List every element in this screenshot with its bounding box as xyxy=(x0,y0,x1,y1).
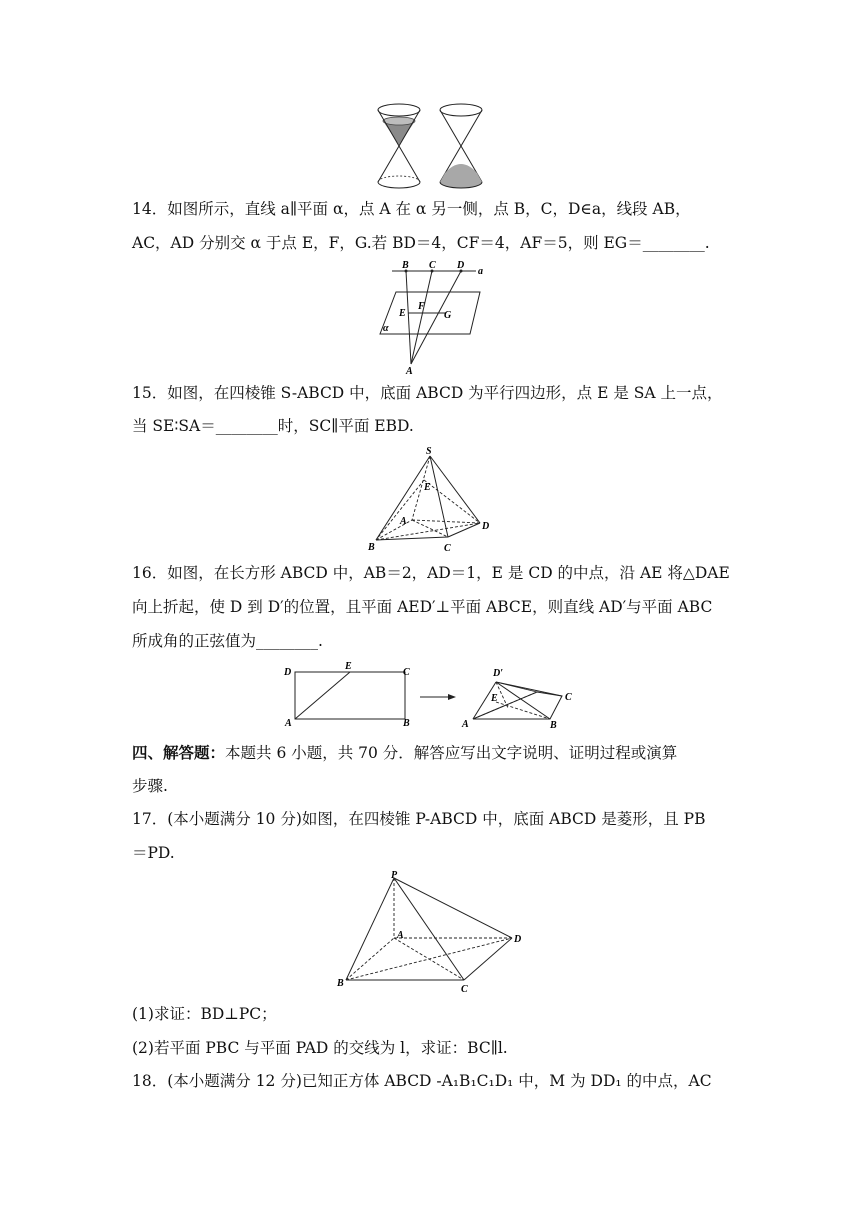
q17-label-A: A xyxy=(397,930,404,941)
q16-label-Dprime: D′ xyxy=(493,668,504,679)
q16-label-A2: A xyxy=(462,719,469,730)
q17-label-C: C xyxy=(461,984,468,995)
q17-label-P: P xyxy=(391,870,398,881)
section-4-line-2: 步骤. xyxy=(132,777,168,795)
q16-label-E2: E xyxy=(491,693,498,704)
q16-line-2: 向上折起，使 D 到 D′的位置，且平面 AED′⊥平面 ABCE，则直线 AD′与平面 ABC xyxy=(132,598,713,616)
q15-label-E: E xyxy=(424,482,431,493)
q17-label-B: B xyxy=(337,978,344,989)
q16-label-A: A xyxy=(285,718,292,729)
q15-label-S: S xyxy=(426,446,432,457)
section-4-line-1 xyxy=(132,743,732,763)
q15-line-2: 当 SE∶SA＝________时，SC∥平面 EBD. xyxy=(132,417,414,435)
q14-label-E: E xyxy=(399,308,406,319)
q14-line-1: 14．如图所示，直线 a∥平面 α，点 A 在 α 另一侧，点 B，C，D∈a，线段 AB， xyxy=(132,200,691,218)
q15-label-C: C xyxy=(444,543,451,554)
q14-label-alpha: α xyxy=(383,323,389,334)
q17-part-2: (2)若平面 PBC 与平面 PAD 的交线为 l，求证：BC∥l. xyxy=(132,1039,508,1057)
section-4-heading: 四、解答题： xyxy=(132,743,226,762)
q17-part-1: (1)求证：BD⊥PC； xyxy=(132,1005,277,1023)
q14-label-G: G xyxy=(444,310,452,321)
q16-line-1: 16．如图，在长方形 ABCD 中，AB＝2，AD＝1，E 是 CD 的中点，沿 AE 将△DAE xyxy=(132,564,730,582)
q17-line-1: 17．(本小题满分 10 分)如图，在四棱锥 P-ABCD 中，底面 ABCD 是菱形，且 PB xyxy=(132,810,706,828)
section-4-intro: 本题共 6 小题，共 70 分．解答应写出文字说明、证明过程或演算 xyxy=(225,744,678,762)
q14-label-a: a xyxy=(478,266,483,277)
q15-label-A: A xyxy=(400,516,407,527)
q15-figure xyxy=(364,444,498,556)
q16-label-C: C xyxy=(403,667,410,678)
q17-label-D: D xyxy=(514,934,522,945)
q16-label-E: E xyxy=(345,661,352,672)
q17-line-2: ＝PD. xyxy=(132,844,175,862)
q16-label-C2: C xyxy=(565,692,572,703)
q14-label-F: F xyxy=(418,301,425,312)
q16-label-B: B xyxy=(403,718,410,729)
q15-label-B: B xyxy=(368,542,375,553)
q14-label-A: A xyxy=(406,366,413,376)
q16-label-D: D xyxy=(284,667,292,678)
q17-figure xyxy=(334,868,530,996)
q14-label-C: C xyxy=(429,260,436,271)
q15-label-D: D xyxy=(482,521,490,532)
q16-line-3: 所成角的正弦值为________. xyxy=(132,632,323,650)
q16-label-B2: B xyxy=(550,720,557,730)
q14-label-D: D xyxy=(457,260,465,271)
q14-line-2: AC，AD 分别交 α 于点 E，F，G.若 BD＝4，CF＝4，AF＝5，则 EG＝________. xyxy=(132,234,710,252)
q18-line-1: 18．(本小题满分 12 分)已知正方体 ABCD -A₁B₁C₁D₁ 中，M 为 DD₁ 的中点，AC xyxy=(132,1072,712,1090)
q14-figure xyxy=(370,258,490,376)
hourglass-figure xyxy=(374,100,490,192)
q15-line-1: 15．如图，在四棱锥 S-ABCD 中，底面 ABCD 为平行四边形，点 E 是 SA 上一点， xyxy=(132,384,723,402)
q14-label-B: B xyxy=(402,260,409,271)
q16-figure xyxy=(282,660,582,730)
